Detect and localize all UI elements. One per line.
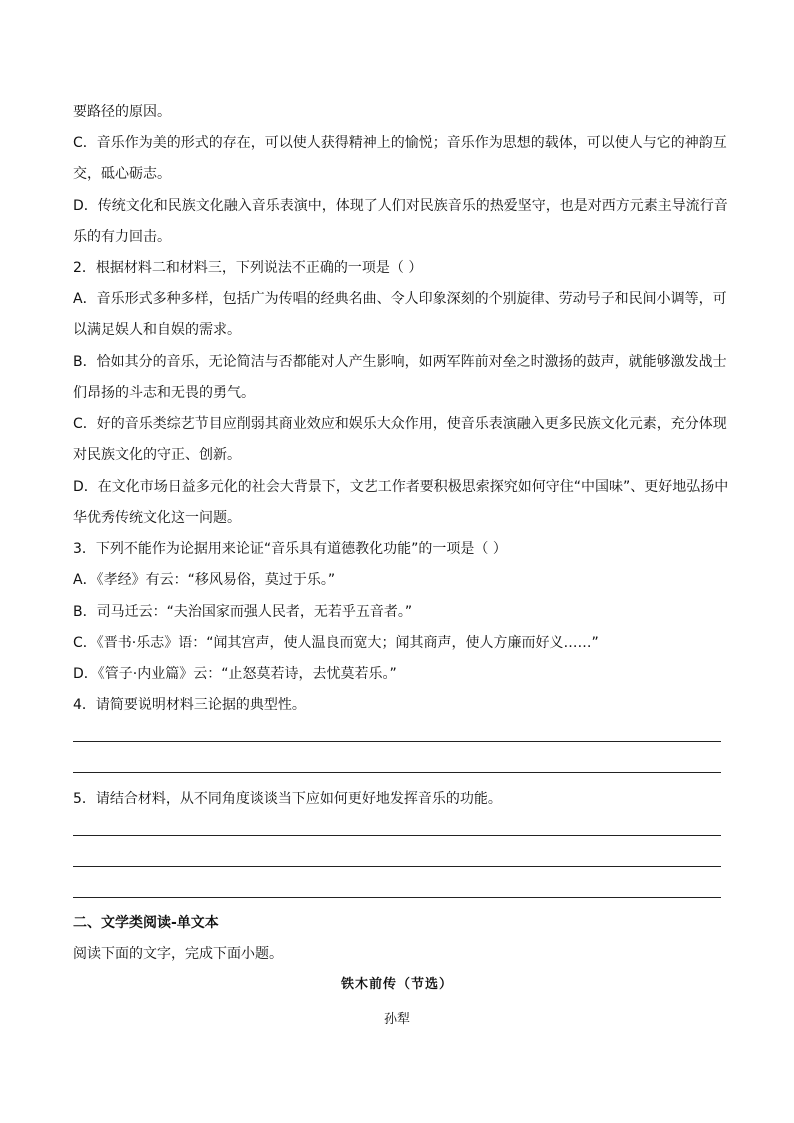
answer-line[interactable] [73, 741, 721, 742]
section-instruction: 阅读下面的文字，完成下面小题。 [73, 946, 283, 962]
answer-line[interactable] [73, 772, 721, 773]
q4-stem: 4．请简要说明材料三论据的典型性。 [73, 697, 306, 713]
answer-line[interactable] [73, 897, 721, 898]
q2-option-d-line2: 华优秀传统文化这一问题。 [73, 510, 241, 526]
q3-stem: 3．下列不能作为论据用来论证“音乐具有道德教化功能”的一项是（ ） [73, 541, 507, 557]
q2-option-b-line2: 们昂扬的斗志和无畏的勇气。 [73, 385, 255, 401]
q3-option-b: B．司马迁云：“夫治国家而强人民者，无若乎五音者。” [73, 604, 413, 620]
q2-option-b-line1: B．恰如其分的音乐，无论简洁与否都能对人产生影响，如两军阵前对垒之时激扬的鼓声，就能够激发战士 [73, 354, 727, 370]
q1-option-c-line2: 交，砥心砺志。 [73, 166, 171, 182]
q2-option-c-line2: 对民族文化的守正、创新。 [73, 447, 241, 463]
passage-author: 孙犁 [383, 1012, 410, 1027]
q2-option-a-line2: 以满足娱人和自娱的需求。 [73, 322, 241, 338]
answer-line[interactable] [73, 835, 721, 836]
q2-option-c-line1: C．好的音乐类综艺节目应削弱其商业效应和娱乐大众作用，使音乐表演融入更多民族文化元素，充分体现 [73, 416, 727, 432]
q3-option-d: D．《管子·内业篇》云：“止怒莫若诗，去忧莫若乐。” [73, 666, 397, 682]
passage-title: 铁木前传（节选） [340, 977, 453, 992]
answer-line[interactable] [73, 866, 721, 867]
q5-stem: 5．请结合材料，从不同角度谈谈当下应如何更好地发挥音乐的功能。 [73, 791, 502, 807]
q2-stem: 2．根据材料二和材料三，下列说法不正确的一项是（ ） [73, 260, 423, 276]
q3-option-c: C．《晋书·乐志》语：“闻其宫声，使人温良而宽大；闻其商声，使人方廉而好义……” [73, 635, 599, 651]
q1-option-d-line2: 乐的有力回击。 [73, 229, 171, 245]
section-heading: 二、文学类阅读-单文本 [73, 915, 219, 931]
q1-text-line: 要路径的原因。 [73, 104, 171, 120]
q1-option-d-line1: D．传统文化和民族文化融入音乐表演中，体现了人们对民族音乐的热爱坚守，也是对西方元素主导流行音 [73, 198, 728, 214]
q2-option-d-line1: D．在文化市场日益多元化的社会大背景下，文艺工作者要积极思索探究如何守住“中国味”、更好地弘扬中 [73, 479, 729, 495]
q1-option-c-line1: C．音乐作为美的形式的存在，可以使人获得精神上的愉悦；音乐作为思想的载体，可以使人与它的神韵互 [73, 135, 727, 151]
q3-option-a: A．《孝经》有云：“移风易俗，莫过于乐。” [73, 572, 336, 588]
q2-option-a-line1: A．音乐形式多种多样，包括广为传唱的经典名曲、令人印象深刻的个别旋律、劳动号子和民间小调等，可 [73, 291, 727, 307]
